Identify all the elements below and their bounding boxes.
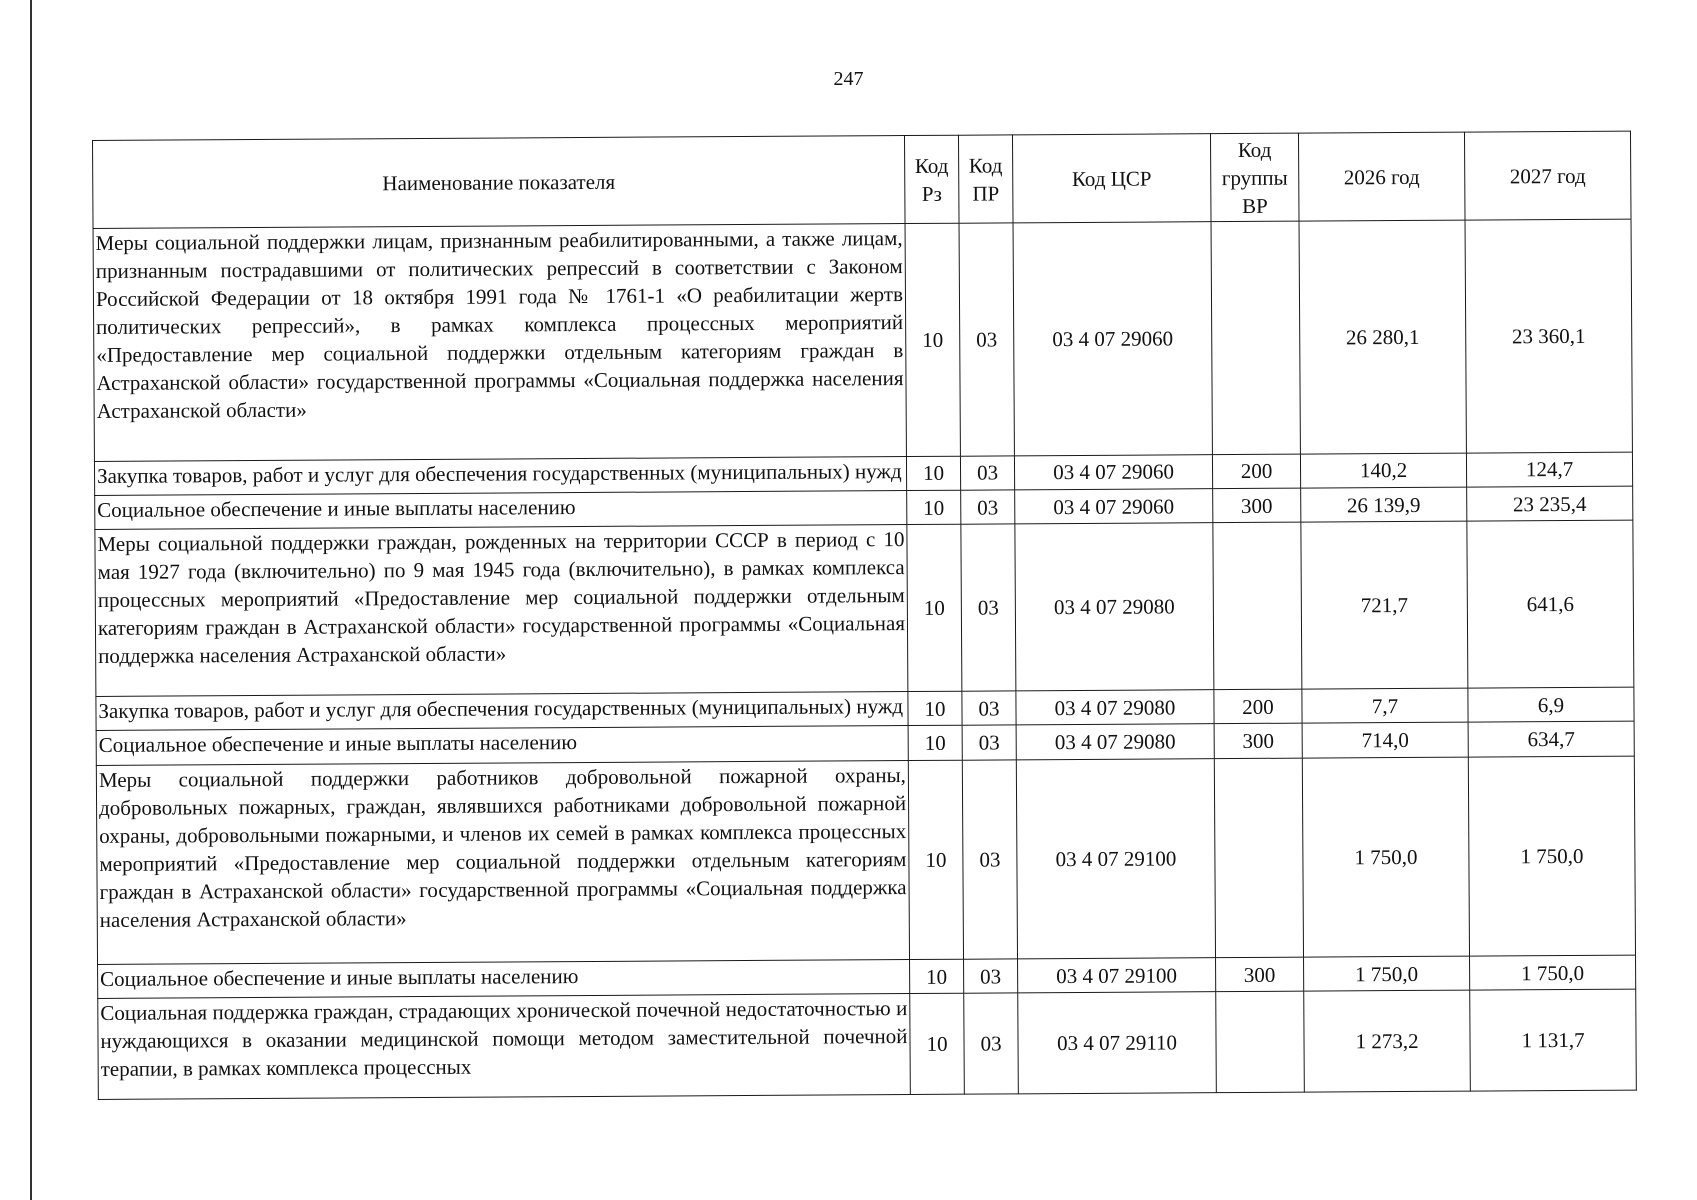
page-margin-line (30, 0, 32, 1200)
table-row (93, 219, 1632, 461)
code-rz: 10 (905, 223, 960, 456)
budget-table (92, 131, 1637, 1100)
code-pr: 03 (959, 223, 1014, 456)
column-header-2027: 2027 год (1464, 131, 1631, 220)
code-rz: 10 (908, 725, 962, 760)
code-vr: 200 (1214, 689, 1302, 724)
code-rz: 10 (908, 760, 963, 960)
code-vr: 300 (1214, 723, 1302, 758)
amount-2027: 23 235,4 (1467, 486, 1633, 521)
amount-2027: 6,9 (1468, 687, 1634, 722)
column-header-2026: 2026 год (1298, 132, 1465, 221)
code-vr: 300 (1216, 957, 1304, 992)
amount-2027: 641,6 (1467, 520, 1634, 688)
code-pr: 03 (964, 993, 1019, 1094)
amount-2027: 1 131,7 (1470, 990, 1637, 1092)
amount-2026: 721,7 (1301, 521, 1468, 689)
code-vr (1216, 992, 1305, 1093)
amount-2027: 1 750,0 (1468, 756, 1635, 957)
code-pr: 03 (962, 691, 1016, 726)
amount-2027: 23 360,1 (1465, 219, 1632, 453)
code-csr: 03 4 07 29060 (1014, 454, 1212, 489)
indicator-name: Меры социальной поддержки лицам, признанным реабилитированными, а также лицам, признанным пострадавшими от политических репрессий в соответствии с Законом Российской Федерации от 18 октября 1991 года № 1761-1 «О реабилитации жертв политических репрессий», в рамках комплекса процессных мероприятий «Предоставление мер социальной поддержки отдельным категориям граждан в Астраханской области» государственной программы «Социальная поддержка населения Астраханской области» (93, 224, 906, 462)
indicator-name: Социальное обеспечение и иные выплаты населению (96, 726, 908, 765)
indicator-name: Закупка товаров, работ и услуг для обеспечения государственных (муниципальных) нужд (94, 456, 906, 495)
amount-2026: 1 750,0 (1302, 757, 1469, 958)
indicator-name: Закупка товаров, работ и услуг для обеспечения государственных (муниципальных) нужд (96, 691, 908, 730)
code-rz: 10 (906, 456, 960, 491)
indicator-name: Социальное обеспечение и иные выплаты населению (98, 960, 910, 999)
code-pr: 03 (962, 725, 1016, 760)
code-rz: 10 (907, 525, 962, 692)
column-header-csr: Код ЦСР (1012, 134, 1211, 223)
amount-2027: 124,7 (1466, 452, 1632, 487)
header-row (93, 131, 1632, 228)
amount-2026: 1 273,2 (1304, 991, 1471, 1093)
code-csr: 03 4 07 29080 (1015, 523, 1214, 691)
code-rz: 10 (910, 959, 964, 994)
indicator-name: Социальная поддержка граждан, страдающих хронической почечной недостаточностью и нуждающихся в оказании медицинской помощи методом заместительной почечной терапии, в рамках комплекса процессных (98, 994, 911, 1099)
code-vr (1214, 758, 1303, 958)
code-pr: 03 (962, 759, 1017, 959)
code-vr (1213, 522, 1302, 689)
table-row (96, 756, 1635, 965)
code-pr: 03 (960, 456, 1014, 491)
code-vr (1211, 221, 1300, 454)
code-csr: 03 4 07 29110 (1018, 992, 1217, 1094)
code-rz: 10 (907, 490, 961, 525)
amount-2026: 26 139,9 (1301, 487, 1467, 522)
amount-2027: 634,7 (1468, 721, 1634, 756)
indicator-name: Социальное обеспечение и иные выплаты населению (95, 491, 907, 530)
column-header-name: Наименование показателя (93, 136, 906, 229)
code-pr: 03 (961, 524, 1016, 691)
code-pr: 03 (964, 959, 1018, 994)
code-pr: 03 (961, 490, 1015, 525)
column-header-rz: Код Рз (904, 135, 959, 223)
code-vr: 200 (1212, 454, 1300, 489)
amount-2026: 140,2 (1300, 453, 1466, 488)
table-row (95, 520, 1634, 696)
table-row (98, 990, 1637, 1100)
amount-2026: 26 280,1 (1299, 220, 1466, 454)
column-header-pr: Код ПР (958, 135, 1013, 223)
amount-2026: 1 750,0 (1304, 956, 1470, 991)
column-header-vr: Код группы ВР (1210, 133, 1299, 222)
code-csr: 03 4 07 29080 (1016, 690, 1214, 725)
code-csr: 03 4 07 29100 (1016, 758, 1215, 959)
code-csr: 03 4 07 29060 (1013, 222, 1212, 456)
code-csr: 03 4 07 29060 (1015, 489, 1213, 524)
amount-2027: 1 750,0 (1470, 955, 1636, 990)
code-csr: 03 4 07 29080 (1016, 724, 1214, 759)
code-vr: 300 (1213, 488, 1301, 523)
amount-2026: 7,7 (1302, 688, 1468, 723)
code-rz: 10 (910, 994, 965, 1095)
code-rz: 10 (908, 691, 962, 726)
indicator-name: Меры социальной поддержки граждан, рожденных на территории СССР в период с 10 мая 1927 года (включительно) по 9 мая 1945 года (включительно), в рамках комплекса процессных мероприятий «Предоставление мер социальной поддержки отдельным категориям граждан в Астраханской области» государственной программы «Социальная поддержка населения Астраханской области» (95, 525, 908, 697)
indicator-name: Меры социальной поддержки работников добровольной пожарной охраны, добровольных пожарных, граждан, являвшихся работниками добровольной пожарной охраны, добровольными пожарными, и членов их семей в рамках комплекса процессных мероприятий «Предоставление мер социальной поддержки отдельным категориям граждан в Астраханской области» государственной программы «Социальная поддержка населения Астраханской области» (96, 760, 909, 965)
page-number: 247 (833, 68, 864, 90)
amount-2026: 714,0 (1302, 722, 1468, 757)
code-csr: 03 4 07 29100 (1018, 958, 1216, 993)
